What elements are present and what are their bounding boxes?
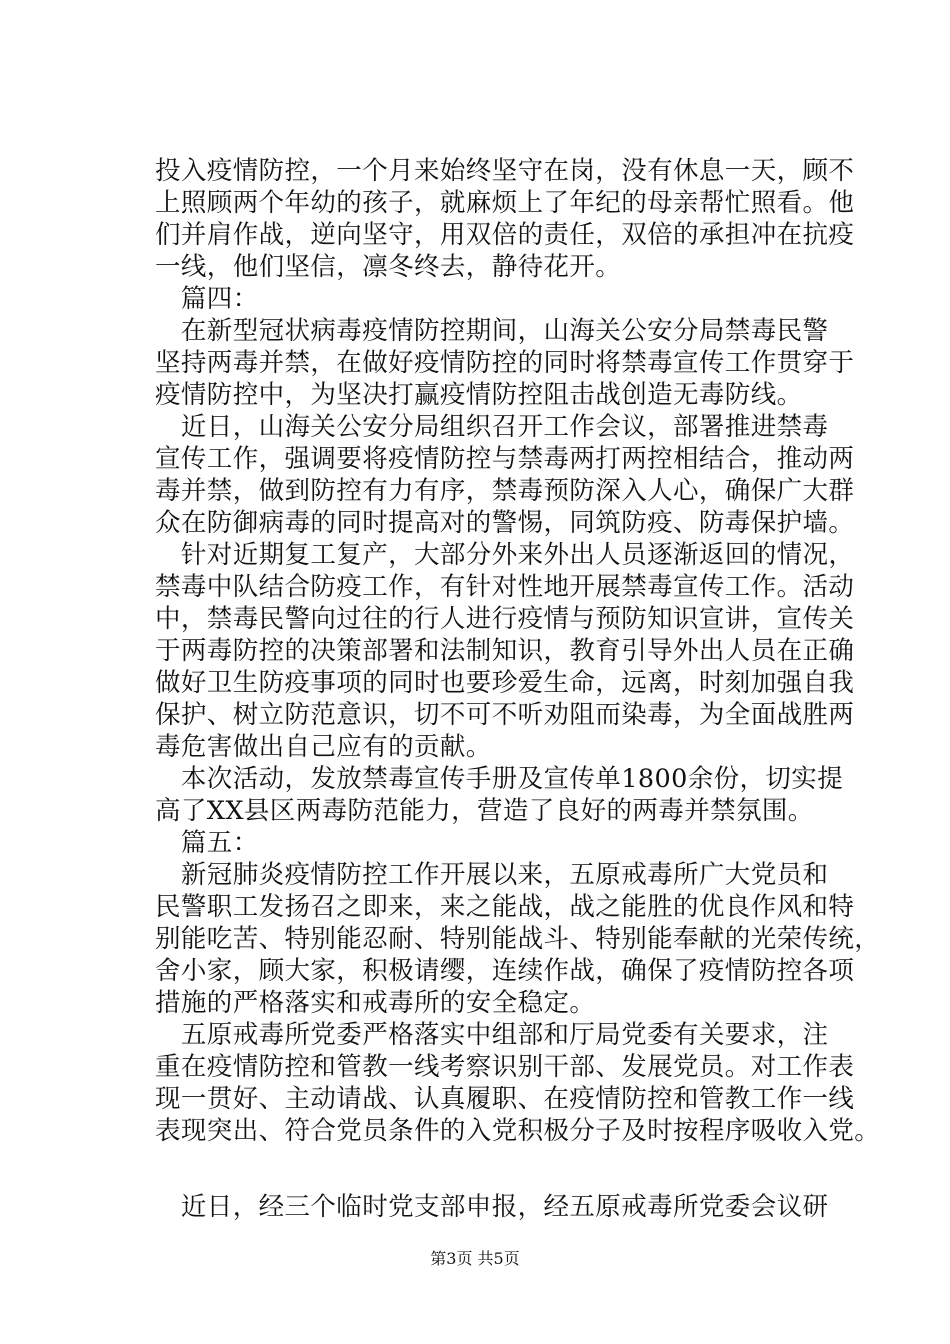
text-line: 现一贯好、主动请战、认真履职、在疫情防控和管教工作一线 xyxy=(155,1084,855,1114)
text-line: 高了XX县区两毒防范能力，营造了良好的两毒并禁氛围。 xyxy=(155,796,814,826)
text-line: 表现突出、符合党员条件的入党积极分子及时按程序吸收入党。 xyxy=(155,1116,881,1146)
text-line: 篇四： xyxy=(155,284,259,314)
text-line: 们并肩作战，逆向坚守，用双倍的责任，双倍的承担冲在抗疫 xyxy=(155,220,855,250)
paragraph-block xyxy=(155,155,881,1147)
text-line: 在新型冠状病毒疫情防控期间，山海关公安分局禁毒民警 xyxy=(155,316,829,346)
text-line: 投入疫情防控，一个月来始终坚守在岗，没有休息一天，顾不 xyxy=(155,156,855,186)
text-line: 毒并禁，做到防控有力有序，禁毒预防深入人心，确保广大群 xyxy=(155,476,855,506)
text-line: 于两毒防控的决策部署和法制知识，教育引导外出人员在正确 xyxy=(155,636,855,666)
text-line: 针对近期复工复产，大部分外来外出人员逐渐返回的情况， xyxy=(155,540,855,570)
paragraph-block xyxy=(155,1191,835,1223)
text-line: 毒危害做出自己应有的贡献。 xyxy=(155,732,492,762)
document-body xyxy=(155,155,881,1223)
text-line: 中，禁毒民警向过往的行人进行疫情与预防知识宣讲，宣传关 xyxy=(155,604,855,634)
text-line: 禁毒中队结合防疫工作，有针对性地开展禁毒宣传工作。活动 xyxy=(155,572,855,602)
text-line: 五原戒毒所党委严格落实中组部和厅局党委有关要求，注 xyxy=(155,1020,829,1050)
text-line: 本次活动，发放禁毒宣传手册及宣传单1800余份，切实提 xyxy=(155,764,844,794)
text-line: 新冠肺炎疫情防控工作开展以来，五原戒毒所广大党员和 xyxy=(155,860,829,890)
text-line: 坚持两毒并禁，在做好疫情防控的同时将禁毒宣传工作贯穿于 xyxy=(155,348,855,378)
paragraph-gap xyxy=(155,1147,835,1191)
text-line: 上照顾两个年幼的孩子，就麻烦上了年纪的母亲帮忙照看。他 xyxy=(155,188,855,218)
text-line: 近日，经三个临时党支部申报，经五原戒毒所党委会议研 xyxy=(155,1192,829,1222)
text-line: 别能吃苦、特别能忍耐、特别能战斗、特别能奉献的光荣传统， xyxy=(155,924,881,954)
text-line: 众在防御病毒的同时提高对的警惕，同筑防疫、防毒保护墙。 xyxy=(155,508,855,538)
text-line: 措施的严格落实和戒毒所的安全稳定。 xyxy=(155,988,596,1018)
text-line: 做好卫生防疫事项的同时也要珍爱生命，远离，时刻加强自我 xyxy=(155,668,855,698)
text-line: 宣传工作，强调要将疫情防控与禁毒两打两控相结合，推动两 xyxy=(155,444,855,474)
page-footer: 第3页 共5页 xyxy=(430,1249,520,1268)
text-line: 疫情防控中，为坚决打赢疫情防控阻击战创造无毒防线。 xyxy=(155,380,803,410)
text-line: 保护、树立防范意识，切不可不听劝阻而染毒，为全面战胜两 xyxy=(155,700,855,730)
text-line: 近日，山海关公安分局组织召开工作会议，部署推进禁毒 xyxy=(155,412,829,442)
text-line: 舍小家，顾大家，积极请缨，连续作战，确保了疫情防控各项 xyxy=(155,956,855,986)
text-line: 一线，他们坚信，凛冬终去，静待花开。 xyxy=(155,252,622,282)
text-line: 民警职工发扬召之即来，来之能战，战之能胜的优良作风和特 xyxy=(155,892,855,922)
text-line: 重在疫情防控和管教一线考察识别干部、发展党员。对工作表 xyxy=(155,1052,855,1082)
text-line: 篇五： xyxy=(155,828,259,858)
